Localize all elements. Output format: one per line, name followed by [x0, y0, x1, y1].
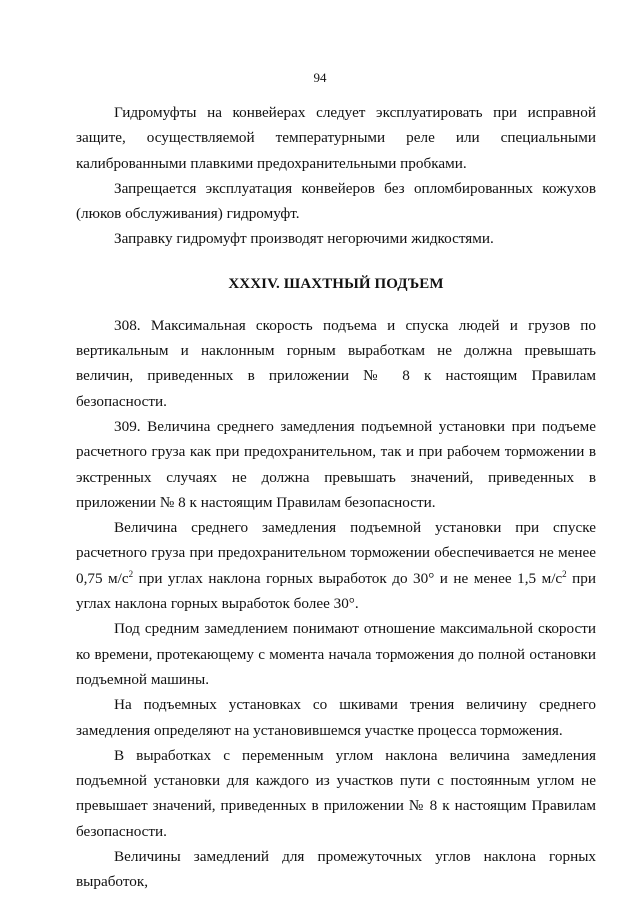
document-body: [76, 100, 596, 895]
paragraph-309: 309. Величина среднего замедления подъемной установки при подъеме расчетного груза как при предохранительном, так и при рабочем торможении в экстренных случаях не должна превышать значений, приведенных в приложении № 8 к настоящим Правилам безопасности.: [76, 417, 596, 511]
section-heading: XXXIV. ШАХТНЫЙ ПОДЪЕМ: [228, 275, 444, 292]
deceleration-text-a: Величина среднего замедления подъемной установки при спуске расчетного груза при предохранительном торможении обеспечивается не менее 0,75 м/с: [76, 519, 596, 587]
superscript-square-2: 2: [562, 568, 567, 579]
paragraph-hydraulic-coupling-protection: Гидромуфты на конвейерах следует эксплуатировать при исправной защите, осуществляемой температурными реле или специальными калиброванными плавкими предохранительными пробками.: [76, 104, 596, 172]
deceleration-text-b: при углах наклона горных выработок до 30° и не менее 1,5 м/с: [133, 569, 563, 587]
paragraph-intermediate-angles: Величины замедлений для промежуточных углов наклона горных выработок,: [76, 848, 596, 891]
paragraph-nonflammable-fluids: Заправку гидромуфт производят негорючими жидкостями.: [114, 230, 494, 248]
deceleration-text-c: при углах наклона горных выработок более 30°.: [76, 569, 596, 613]
paragraph-sealed-covers: Запрещается эксплуатация конвейеров без опломбированных кожухов (люков обслуживания) гидромуфт.: [76, 179, 596, 223]
superscript-square-1: 2: [128, 568, 134, 579]
page-number: 94: [313, 70, 327, 85]
paragraph-deceleration-values: [76, 515, 596, 616]
paragraph-friction-pulleys: На подъемных установках со шкивами трения величину среднего замедления определяют на установившемся участке процесса торможения.: [76, 696, 596, 739]
paragraph-variable-angle: В выработках с переменным углом наклона величина замедления подъемной установки для каждого из участков пути с постоянным углом не превышает значений, приведенных в приложении № 8 к настоящим Правилам безопасности.: [76, 746, 596, 840]
paragraph-average-deceleration-definition: Под средним замедлением понимают отношение максимальной скорости ко времени, протекающему с момента начала торможения до полной остановки подъемной машины.: [76, 620, 596, 688]
paragraph-308: 308. Максимальная скорость подъема и спуска людей и грузов по вертикальным и наклонным горным выработкам не должна превышать величин, приведенных в приложении № 8 к настоящим Правилам безопасности.: [76, 316, 596, 410]
